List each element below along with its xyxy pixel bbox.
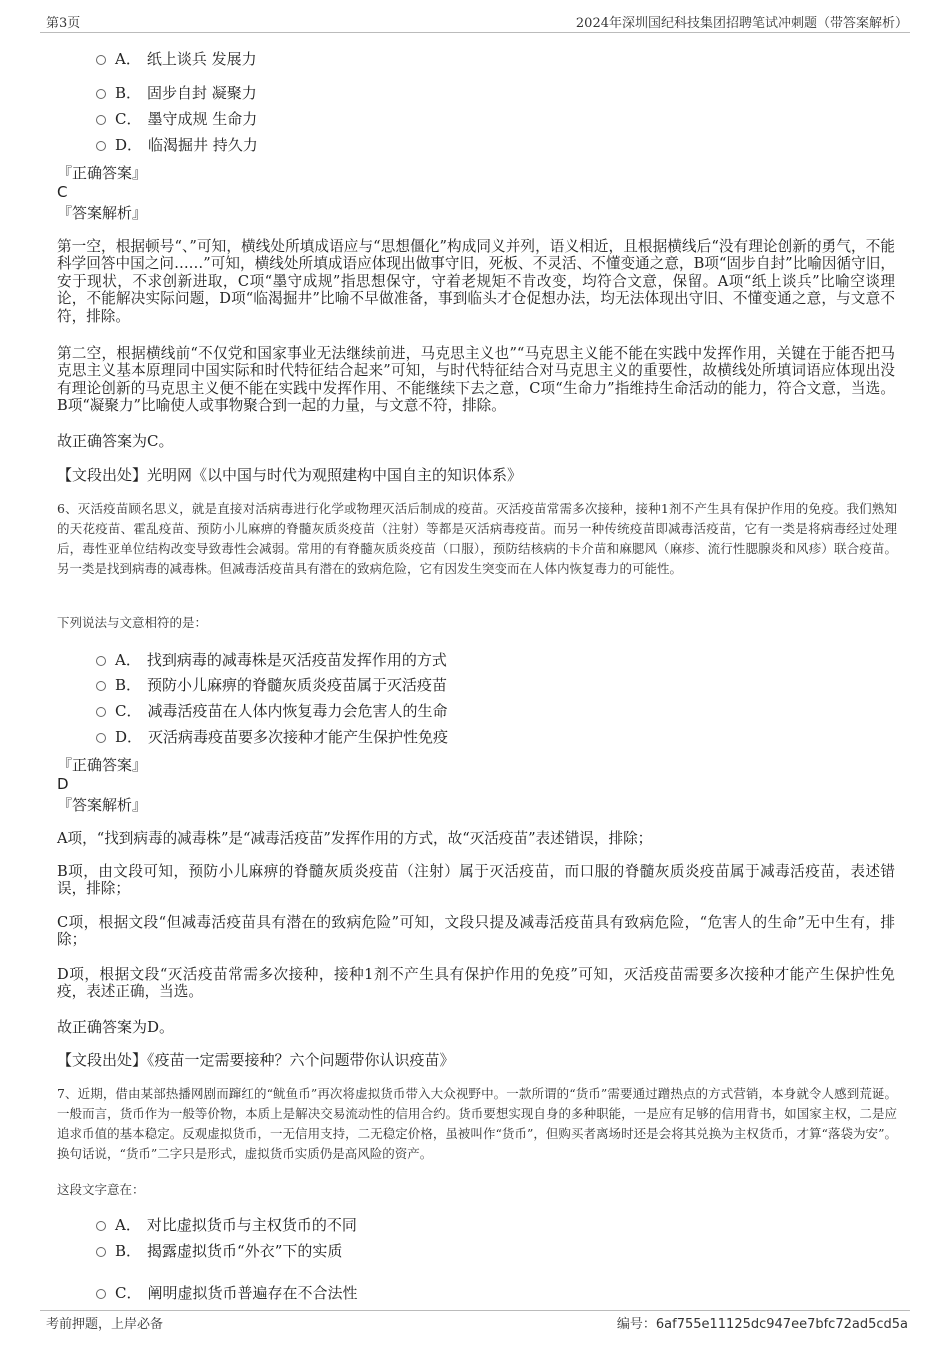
q6-option-c[interactable]: C． 减毒活疫苗在人体内恢复毒力会危害人的生命 — [96, 700, 448, 722]
q6-conclusion: 故正确答案为D。 — [57, 1018, 175, 1036]
document-title: 2024年深圳国纪科技集团招聘笔试冲刺题（带答案解析） — [575, 16, 908, 31]
q6-source: 【文段出处】《疫苗一定需要接种？六个问题带你认识疫苗》 — [57, 1051, 455, 1069]
radio-icon[interactable] — [96, 141, 106, 151]
radio-icon[interactable] — [96, 707, 106, 717]
page-header — [40, 12, 910, 32]
document-id: 编号：6af755e11125dc947ee7bfc72ad5cd5a — [616, 1317, 908, 1332]
footer-slogan: 考前押题，上岸必备 — [46, 1317, 164, 1332]
q6-analysis-c: C项，根据文段“但减毒活疫苗具有潜在的致病危险”可知，文段只提及减毒活疫苗具有致病危险，“危害人的生命”无中生有，排除； — [57, 914, 895, 949]
page-footer — [40, 1313, 910, 1333]
q7-option-b[interactable]: B． 揭露虚拟货币“外衣”下的实质 — [96, 1240, 342, 1262]
q6-option-d[interactable]: D． 灭活病毒疫苗要多次接种才能产生保护性免疫 — [96, 726, 448, 748]
q5-answer-label: 『正确答案』 — [57, 164, 148, 182]
q7-option-c[interactable]: C． 阐明虚拟货币普遍存在不合法性 — [96, 1282, 358, 1304]
footer-divider — [40, 1310, 910, 1311]
radio-icon[interactable] — [96, 681, 106, 691]
q7-option-a[interactable]: A． 对比虚拟货币与主权货币的不同 — [96, 1214, 357, 1236]
q5-option-a[interactable]: A． 纸上谈兵 发展力 — [96, 48, 257, 70]
q5-analysis-paragraph-2: 第二空，根据横线前“不仅党和国家事业无法继续前进，马克思主义也”“马克思主义能不能在实践中发挥作用，关键在于能否把马克思主义基本原理同中国实际和时代特征结合起来”可知，与时代特征结合对马克思主义的重要性，故横线处所填词语应体现出没有理论创新的马克思主义便不能在实践中发挥作用、不能继续下去之意，C项“生命力”指维持生命活动的能力，符合文意，当选。B项“凝聚力”比喻使人或事物聚合到一起的力量，与文意不符，排除。 — [57, 345, 895, 415]
q5-analysis-label: 『答案解析』 — [57, 204, 148, 222]
header-divider — [40, 32, 910, 33]
radio-icon[interactable] — [96, 1221, 106, 1231]
radio-icon[interactable] — [96, 55, 106, 65]
q6-answer-label: 『正确答案』 — [57, 756, 148, 774]
q6-answer: D — [57, 775, 69, 793]
radio-icon[interactable] — [96, 1289, 106, 1299]
q6-passage: 6、灭活疫苗顾名思义，就是直接对活病毒进行化学或物理灭活后制成的疫苗。灭活疫苗常需多次接种，接种1剂不产生具有保护作用的免疫。我们熟知的天花疫苗、霍乱疫苗、预防小儿麻痹的脊髓灰质炎疫苗（注射）等都是灭活病毒疫苗。而另一种传统疫苗即减毒活疫苗，它有一类是将病毒经过处理后，毒性亚单位结构改变导致毒性会减弱。常用的有脊髓灰质炎疫苗（口服），预防结核病的卡介苗和麻腮风（麻疹、流行性腮腺炎和风疹）联合疫苗。另一类是找到病毒的减毒株。但减毒活疫苗具有潜在的致病危险，它有因发生突变而在人体内恢复毒力的可能性。 — [57, 501, 897, 576]
radio-icon[interactable] — [96, 656, 106, 666]
q6-analysis-a: A项，“找到病毒的减毒株”是“减毒活疫苗”发挥作用的方式，故“灭活疫苗”表述错误，排除； — [57, 830, 653, 847]
q5-analysis-paragraph-1: 第一空，根据顿号“、”可知，横线处所填成语应与“思想僵化”构成同义并列，语义相近，且根据横线后“没有理论创新的勇气，不能科学回答中国之问……”可知，横线处所填成语应体现出做事守旧，死板、不灵活、不懂变通之意，B项“固步自封”比喻因循守旧，安于现状，不求创新进取，C项“墨守成规”指思想保守，守着老规矩不肯改变，均符合文意，保留。A项“纸上谈兵”比喻空谈理论，不能解决实际问题，D项“临渴掘井”比喻不早做准备，事到临头才仓促想办法，均无法体现出守旧、不懂变通之意，与文意不符，排除。 — [57, 238, 895, 325]
q6-option-a[interactable]: A． 找到病毒的减毒株是灭活疫苗发挥作用的方式 — [96, 649, 447, 671]
q6-prompt: 下列说法与文意相符的是： — [57, 615, 208, 630]
page-number: 第3页 — [46, 16, 81, 31]
q5-answer: C — [57, 183, 68, 201]
q5-source: 【文段出处】光明网《以中国与时代为观照建构中国自主的知识体系》 — [57, 466, 523, 484]
q5-option-b[interactable]: B． 固步自封 凝聚力 — [96, 82, 257, 104]
radio-icon[interactable] — [96, 733, 106, 743]
q6-analysis-label: 『答案解析』 — [57, 796, 148, 814]
q7-passage: 7、近期，借由某部热播网剧而蹿红的“鱿鱼币”再次将虚拟货币带入大众视野中。一款所谓的“货币”需要通过蹭热点的方式营销，本身就令人感到荒诞。一般而言，货币作为一般等价物，本质上是解决交易流动性的信用合约。货币要想实现自身的多种职能，一是应有足够的信用背书，如国家主权，二是应追求币值的基本稳定。反观虚拟货币，一无信用支持，二无稳定价格，虽被叫作“货币”，但购买者离场时还是会将其兑换为主权货币，才算“落袋为安”。换句话说，“货币”二字只是形式，虚拟货币实质仍是高风险的资产。 — [57, 1086, 897, 1161]
q5-conclusion: 故正确答案为C。 — [57, 432, 174, 450]
q5-option-d[interactable]: D． 临渴掘井 持久力 — [96, 134, 258, 156]
q7-prompt: 这段文字意在： — [57, 1182, 145, 1197]
radio-icon[interactable] — [96, 1247, 106, 1257]
q6-option-b[interactable]: B． 预防小儿麻痹的脊髓灰质炎疫苗属于灭活疫苗 — [96, 674, 447, 696]
radio-icon[interactable] — [96, 115, 106, 125]
q5-option-c[interactable]: C． 墨守成规 生命力 — [96, 108, 257, 130]
q6-analysis-b: B项，由文段可知，预防小儿麻痹的脊髓灰质炎疫苗（注射）属于灭活疫苗，而口服的脊髓灰质炎疫苗属于减毒活疫苗，表述错误，排除； — [57, 863, 895, 898]
q6-analysis-d: D项，根据文段“灭活疫苗常需多次接种，接种1剂不产生具有保护作用的免疫”可知，灭活疫苗需要多次接种才能产生保护性免疫，表述正确，当选。 — [57, 966, 895, 1001]
radio-icon[interactable] — [96, 89, 106, 99]
